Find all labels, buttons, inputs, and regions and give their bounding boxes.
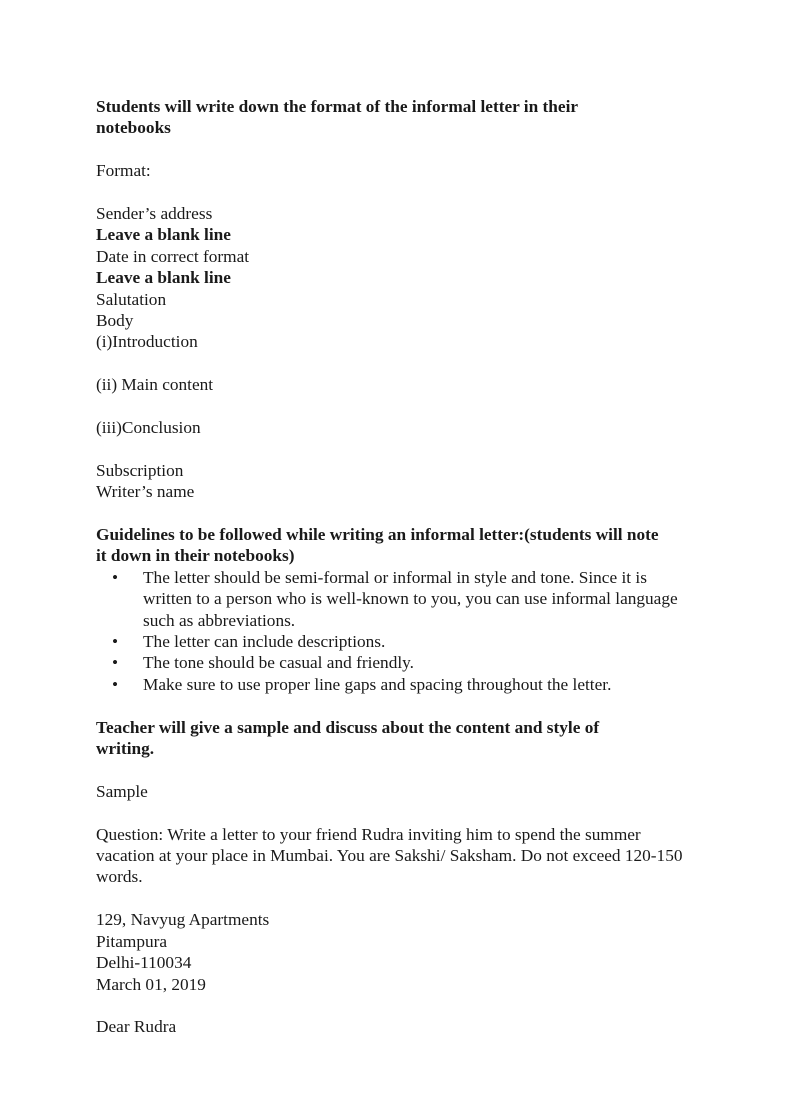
format-item-body: Body	[96, 311, 134, 331]
guideline-item	[96, 567, 698, 631]
format-item-blank-line: Leave a blank line	[96, 225, 231, 245]
bullet-icon: •	[112, 632, 119, 652]
address-line: Delhi-110034	[96, 953, 192, 973]
format-item-introduction: (i)Introduction	[96, 332, 198, 352]
format-item-senders-address: Sender’s address	[96, 204, 213, 223]
format-item-salutation: Salutation	[96, 289, 167, 309]
guideline-text: The letter can include descriptions.	[143, 632, 386, 652]
format-item-writers-name: Writer’s name	[96, 482, 195, 502]
format-item-conclusion: (iii)Conclusion	[96, 418, 201, 438]
format-item-blank-line: Leave a blank line	[96, 268, 231, 288]
address-line: Pitampura	[96, 931, 168, 951]
guidelines-heading: Guidelines to be followed while writing an informal letter:(students will note it down in their notebooks)	[96, 525, 659, 566]
guideline-text: The letter should be semi-formal or informal in style and tone. Since it is written to a person who is well-known to you, you can use informal language such as abbreviations.	[143, 567, 678, 630]
guideline-item	[96, 631, 696, 652]
format-item-main-content: (ii) Main content	[96, 375, 214, 395]
letter-date: March 01, 2019	[96, 974, 206, 994]
sample-label: Sample	[96, 781, 148, 801]
format-label: Format:	[96, 161, 151, 181]
letter-salutation: Dear Rudra	[96, 1017, 177, 1037]
sample-question: Question: Write a letter to your friend Rudra inviting him to spend the summer vacation at your place in Mumbai. You are Sakshi/ Saksham. Do not exceed 120-150 words.	[96, 824, 687, 887]
bullet-icon: •	[112, 567, 119, 587]
guideline-item	[96, 674, 713, 695]
guidelines-list	[96, 567, 696, 695]
sample-heading: Teacher will give a sample and discuss about the content and style of writing.	[96, 717, 600, 759]
document-page	[96, 96, 696, 1038]
format-item-subscription: Subscription	[96, 460, 184, 480]
address-line: 129, Navyug Apartments	[96, 910, 270, 930]
format-item-date: Date in correct format	[96, 246, 250, 266]
bullet-icon: •	[112, 653, 119, 673]
bullet-icon: •	[112, 674, 119, 694]
sample-letter	[96, 909, 696, 1037]
guideline-text: The tone should be casual and friendly.	[143, 653, 414, 673]
format-list	[96, 203, 696, 503]
guideline-item	[96, 652, 696, 673]
guideline-text: Make sure to use proper line gaps and spacing throughout the letter.	[143, 674, 612, 694]
format-heading: Students will write down the format of the informal letter in their notebooks	[96, 97, 578, 138]
